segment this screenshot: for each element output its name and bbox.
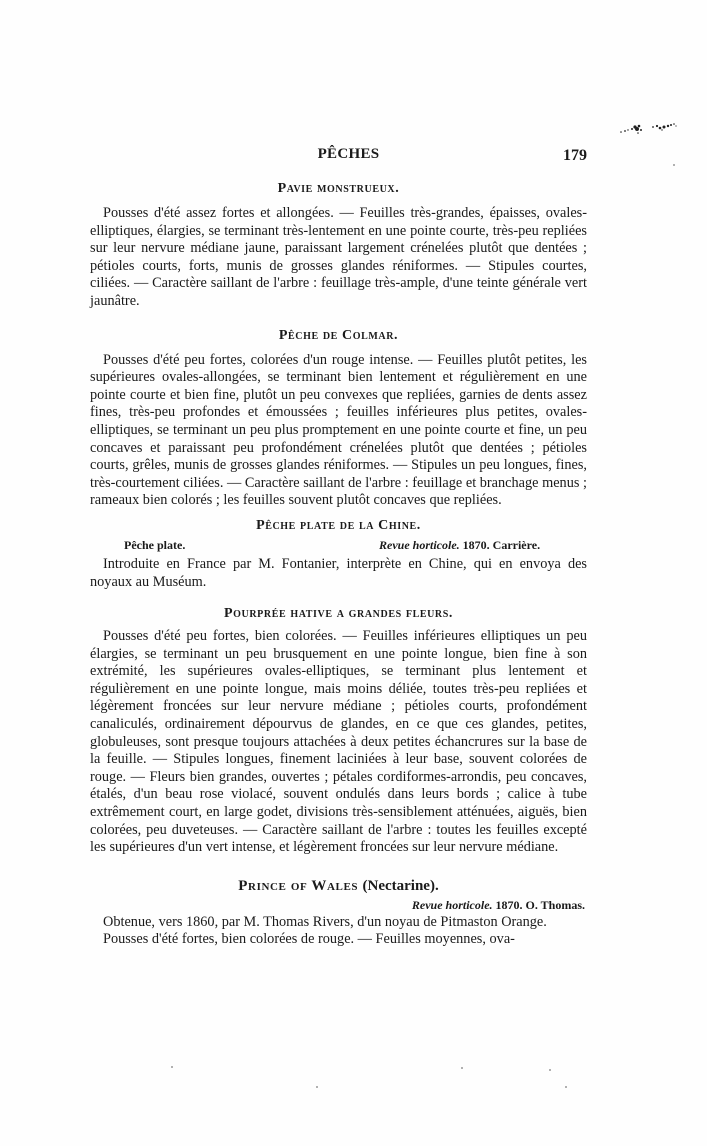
entry-description: Pousses d'été assez fortes et allongées. — Feuilles très-grandes, épaisses, ovales-elliptiques, élargies, se terminant très-lentement en une pointe courte, très-peu repliées sur leur nervure médiane jaune, paraissant largement crénelées plutôt que dentées ; pétioles courts, forts, munis de grosses glandes réniformes. — Stipules courtes, ciliées. — Caractère saillant de l'arbre : feuillage très-ample, d'une teinte générale vert jaunâtre. — [90, 205, 587, 309]
entry-peche-plate-de-la-chine — [90, 517, 587, 591]
reference-source: Revue horticole. — [411, 897, 493, 912]
entry-description: Pousses d'été peu fortes, colorées d'un rouge intense. — Feuilles plutôt petites, les supérieures ovales-allongées, se terminant bien lentement et régulièrement en une pointe courte et bien fine, plutôt un peu convexes que repliées, garnies de dents assez fines, très-peu profondes et émoussées ; feuilles inférieures plus petites, ovales-elliptiques, se terminant un peu plus promptement en une pointe courte et fine, un peu concaves et paraissant peu profondément crénelées plutôt que dentées ; pétioles courts, grêles, munis de grosses glandes réniformes. — Stipules un peu longues, fines, très-courtement ciliées. — Caractère saillant de l'arbre : feuillage et branchage menus ; rameaux bien colorés ; les feuilles souvent plutôt concaves que repliées. — [90, 351, 587, 509]
speck-mark — [461, 1067, 463, 1069]
speck-mark — [316, 1086, 318, 1088]
entry-title: Pourprée hative a grandes fleurs. — [223, 606, 454, 622]
speck-mark — [673, 164, 675, 166]
synonym: Pêche plate. — [124, 537, 186, 552]
entry-description: Introduite en France par M. Fontanier, interprète en Chine, qui en envoya des noyaux au Muséum. — [90, 555, 587, 590]
entry-title-name: Prince of Wales — [238, 877, 359, 894]
entry-title: Pêche plate de la Chine. — [256, 517, 421, 533]
entry-prince-of-wales — [90, 877, 587, 949]
entry-description: Pousses d'été fortes, bien colorées de rouge. — Feuilles moyennes, ova- — [103, 931, 515, 948]
page-number: 179 — [563, 147, 587, 164]
entry-title: Pavie monstrueux. — [277, 181, 400, 196]
entry-peche-de-colmar — [90, 327, 587, 510]
speck-mark — [171, 1066, 173, 1068]
reference — [90, 897, 587, 914]
reference — [324, 537, 587, 554]
entry-pavie-monstrueux — [90, 180, 587, 311]
entry-title: Pêche de Colmar. — [278, 327, 399, 343]
reference-detail: 1870. O. Thomas. — [495, 897, 585, 912]
reference-detail: 1870. Carrière. — [462, 537, 541, 552]
speck-mark — [549, 1069, 551, 1071]
running-header — [90, 146, 587, 166]
ink-smudge-mark — [613, 118, 683, 140]
entry-description: Pousses d'été peu fortes, bien colorées. — Feuilles inférieures elliptiques un peu élargies, se terminant un peu brusquement en une pointe longue, bien fine à son extrémité, les supérieures ovales-elliptiques, se terminant plus lentement et régulièrement en une pointe longue, mais moins déliée, toutes très-peu repliées et légèrement froncées sur leur nervure médiane ; pétioles courts, profondément canaliculés, ordinairement dépourvus de glandes, en ce que ces glandes, petites, globuleuses, sont presque toujours attachées à deux petites échancrures sur la base de la feuille. — Stipules longues, finement laciniées à leur base, souvent colorées de rouge. — Fleurs bien grandes, ouvertes ; pétales cordiformes-arrondis, peu concaves, étalés, d'un beau rose violacé, souvent ondulés dans leurs bords ; calice à tube extrêmement court, en large godet, divisions très-sensiblement atténuées, aiguës, bien colorées, peu duveteuses. — Caractère saillant de l'arbre : toutes les feuilles excepté les supérieures d'un vert intense, et légèrement froncées sur leur nervure médiane. — [90, 628, 587, 856]
entry-pourpree-hative — [90, 605, 587, 857]
synonym-reference-line — [90, 537, 587, 554]
entry-title — [90, 877, 587, 895]
page-body — [90, 180, 587, 949]
entry-title-suffix: (Nectarine). — [362, 877, 439, 894]
speck-mark — [565, 1086, 567, 1088]
entry-description: Obtenue, vers 1860, par M. Thomas Rivers, d'un noyau de Pitmaston Orange. — [103, 913, 547, 930]
reference-source: Revue horticole. — [379, 537, 460, 552]
running-title: PÊCHES — [317, 146, 380, 162]
